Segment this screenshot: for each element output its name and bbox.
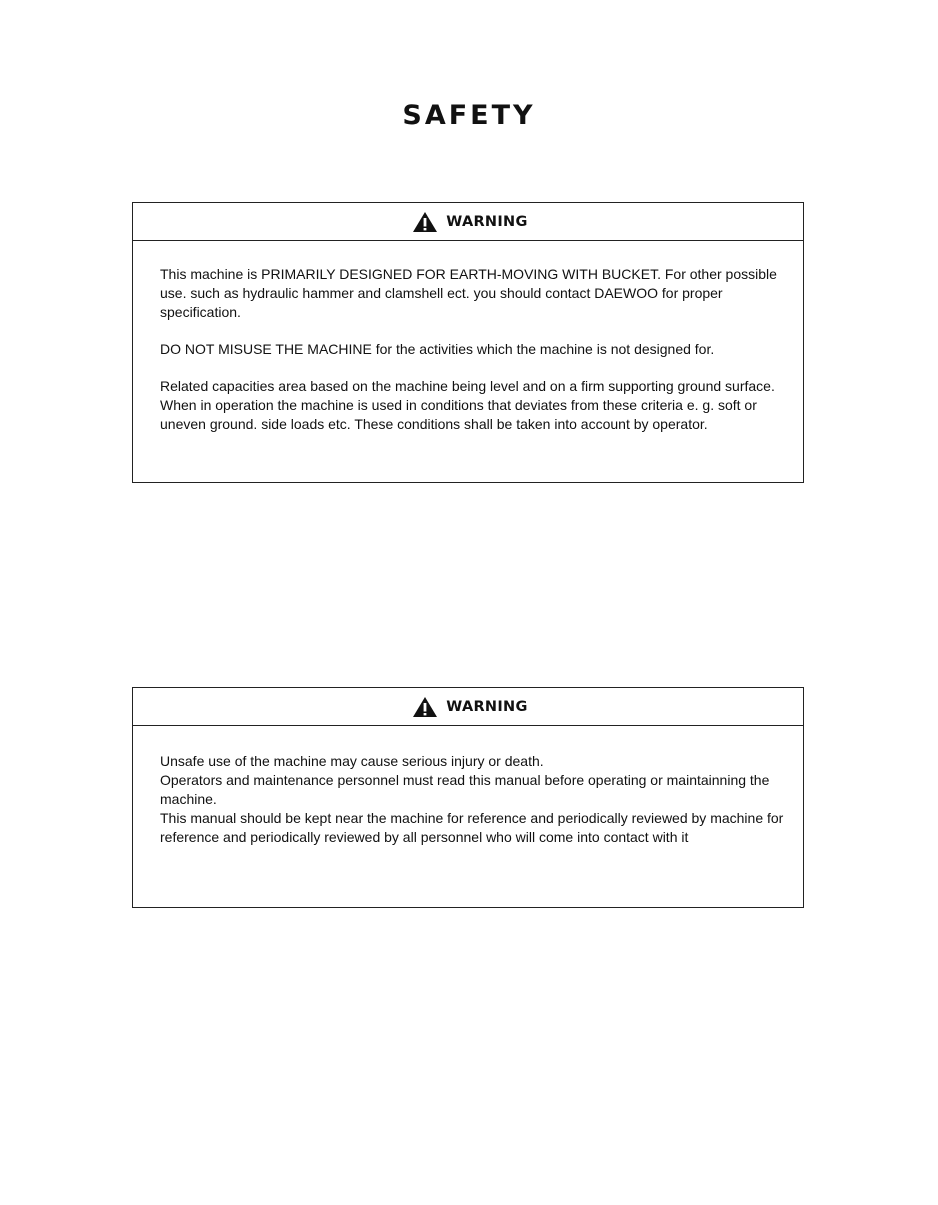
page-title: SAFETY bbox=[402, 100, 536, 131]
warning-paragraph: Unsafe use of the machine may cause serious injury or death. bbox=[160, 753, 544, 769]
warning-box-unsafe-use bbox=[132, 687, 804, 908]
warning-triangle-icon bbox=[412, 696, 438, 718]
warning-label: WARNING bbox=[446, 698, 528, 715]
warning-paragraph: This machine is PRIMARILY DESIGNED FOR EARTH-MOVING WITH BUCKET. For other possible use. such as hydraulic hammer and clamshell ect. you should contact DAEWOO for proper specification. bbox=[160, 266, 777, 320]
warning-paragraph: Operators and maintenance personnel must read this manual before operating or maintainning the machine. bbox=[160, 772, 770, 807]
warning-body bbox=[133, 241, 803, 434]
warning-paragraph: Related capacities area based on the machine being level and on a firm supporting ground surface. When in operation the machine is used in conditions that deviates from these criteria e. g. soft or uneven ground. side loads etc. These conditions shall be taken into account by operator. bbox=[160, 378, 775, 432]
warning-header bbox=[133, 688, 803, 726]
warning-label: WARNING bbox=[446, 213, 528, 230]
warning-paragraph: DO NOT MISUSE THE MACHINE for the activities which the machine is not designed for. bbox=[160, 341, 715, 357]
warning-box-machine-use bbox=[132, 202, 804, 483]
warning-paragraph: This manual should be kept near the machine for reference and periodically reviewed by machine for reference and periodically reviewed by all personnel who will come into contact with it bbox=[160, 810, 784, 845]
warning-header bbox=[133, 203, 803, 241]
warning-triangle-icon bbox=[412, 211, 438, 233]
warning-body bbox=[133, 726, 803, 847]
